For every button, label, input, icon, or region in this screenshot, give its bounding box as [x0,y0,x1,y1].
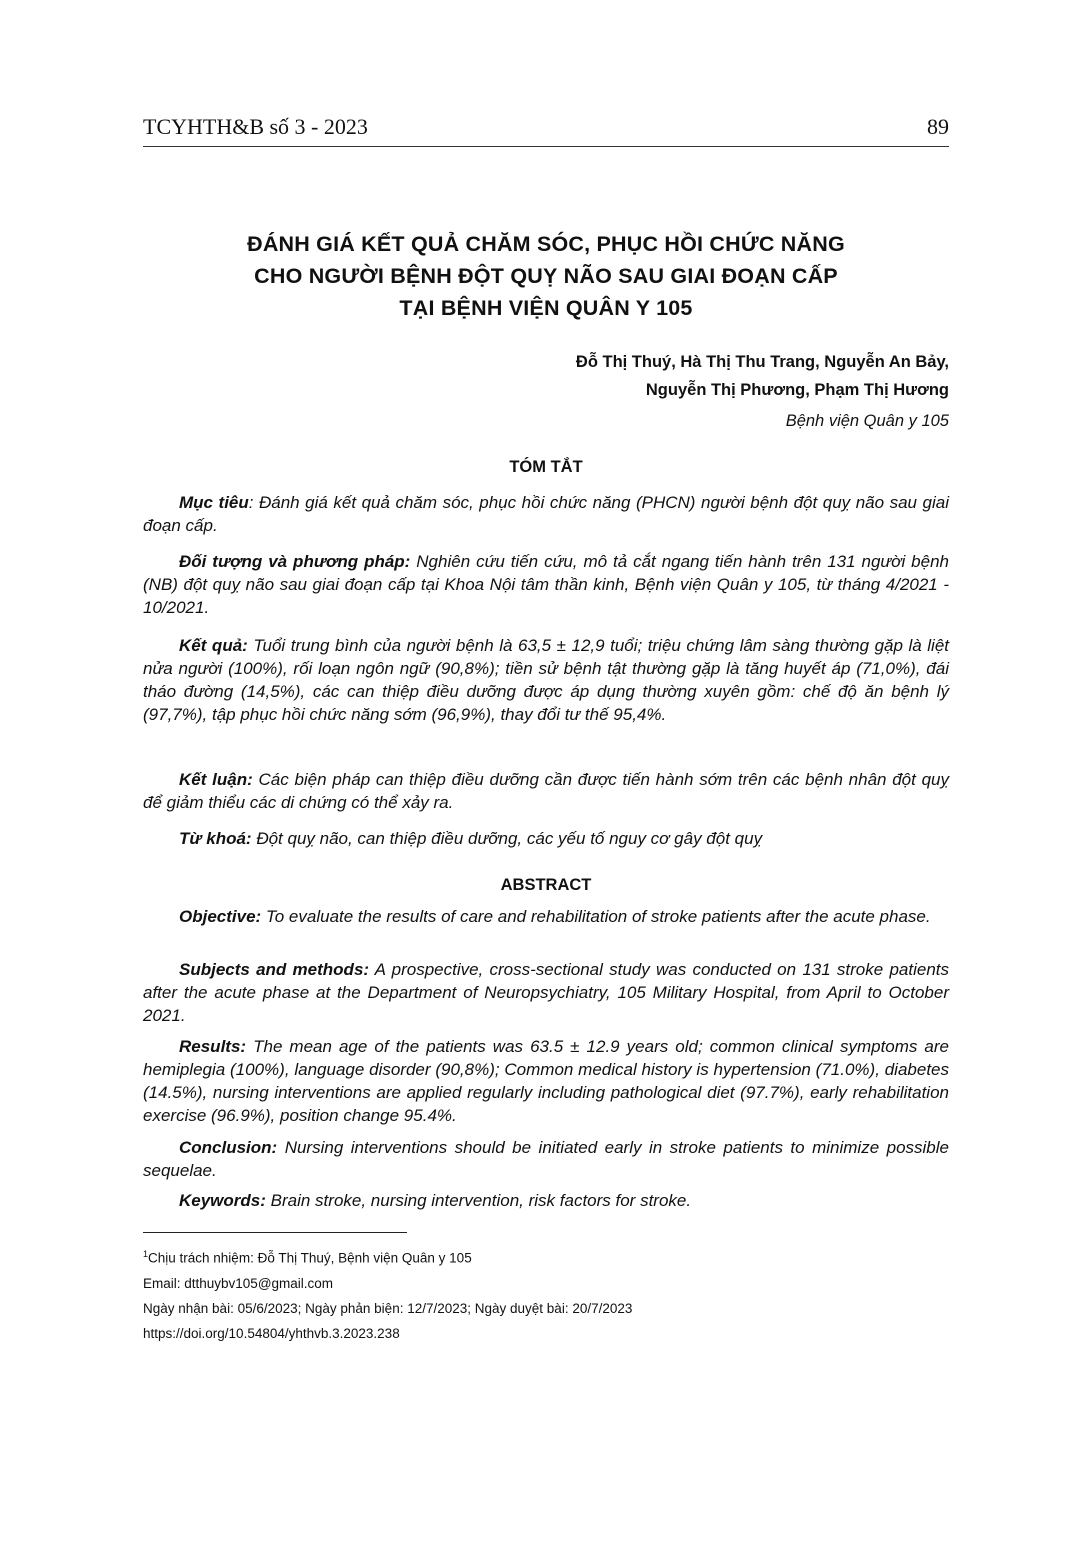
footnote-responsible [143,1242,949,1271]
journal-issue: TCYHTH&B số 3 - 2023 [143,114,368,139]
en-keywords-text: Brain stroke, nursing intervention, risk factors for stroke. [265,1191,692,1210]
author-line: Đỗ Thị Thuý, Hà Thị Thu Trang, Nguyễn An Bảy, [575,353,949,371]
footnote-email: Email: dtthuybv105@gmail.com [143,1275,334,1291]
en-conclusion [143,1136,949,1182]
vi-methods [143,550,949,619]
en-conclusion-label: Conclusion: [179,1138,278,1157]
affiliation: Bệnh viện Quân y 105 [785,412,949,430]
footnotes [143,1242,949,1346]
en-objective [143,905,949,928]
vi-objective-text: : Đánh giá kết quả chăm sóc, phục hồi chức năng (PHCN) người bệnh đột quỵ não sau giai đoạn cấp. [143,493,949,535]
en-methods-label: Subjects and methods: [179,960,370,979]
title-line: CHO NGƯỜI BỆNH ĐỘT QUỴ NÃO SAU GIAI ĐOẠN CẤP [254,264,838,288]
vi-keywords-label: Từ khoá: [179,829,252,848]
en-keywords [143,1189,949,1212]
footnote-marker: 1 [143,1249,149,1259]
en-methods-text: A prospective, cross-sectional study was conducted on 131 stroke patients after the acute phase at the Department of Neuropsychiatry, 105 Military Hospital, from April to October 2021. [143,960,949,1025]
vi-conclusion [143,768,949,814]
vi-conclusion-text: Các biện pháp can thiệp điều dưỡng cần được tiến hành sớm trên các bệnh nhân đột quỵ để giảm thiểu các di chứng có thể xảy ra. [143,770,949,812]
footnote-responsible-text: Chịu trách nhiệm: Đỗ Thị Thuý, Bệnh viện Quân y 105 [148,1250,472,1266]
en-results-text: The mean age of the patients was 63.5 ± 12.9 years old; common clinical symptoms are hemiplegia (100%), language disorder (90,8%); Common medical history is hypertension (71.0%), diabetes (14.5%), nursing interventions are applied regularly including pathological diet (97.7%), early rehabilitation exercise (96.9%), position change 95.4%. [143,1037,949,1125]
footnote-divider [143,1232,407,1233]
article-title [143,228,949,324]
vi-methods-text: Nghiên cứu tiến cứu, mô tả cắt ngang tiến hành trên 131 người bệnh (NB) đột quỵ não sau giai đoạn cấp tại Khoa Nội tâm thần kinh, Bệnh viện Quân y 105, từ tháng 4/2021 - 10/2021. [143,552,949,617]
en-abstract-heading: ABSTRACT [500,876,592,894]
footnote-doi: https://doi.org/10.54804/yhthvb.3.2023.238 [143,1325,400,1341]
vi-keywords [143,827,949,850]
running-header [143,112,949,147]
title-line: ĐÁNH GIÁ KẾT QUẢ CHĂM SÓC, PHỤC HỒI CHỨC NĂNG [247,232,845,256]
vi-objective [143,491,949,537]
en-conclusion-text: Nursing interventions should be initiated early in stroke patients to minimize possible sequelae. [143,1138,949,1180]
vi-results-text: Tuổi trung bình của người bệnh là 63,5 ± 12,9 tuổi; triệu chứng lâm sàng thường gặp là liệt nửa người (100%), rối loạn ngôn ngữ (90,8%); tiền sử bệnh tật thường gặp là tăng huyết áp (71,0%), đái tháo đường (14,5%), các can thiệp điều dưỡng được áp dụng thường xuyên gồm: chế độ ăn bệnh lý (97,7%), tập phục hồi chức năng sớm (96,9%), thay đổi tư thế 95,4%. [143,636,949,724]
en-methods [143,958,949,1027]
en-objective-text: To evaluate the results of care and rehabilitation of stroke patients after the acute phase. [261,907,931,926]
footnote-dates: Ngày nhận bài: 05/6/2023; Ngày phản biện: 12/7/2023; Ngày duyệt bài: 20/7/2023 [143,1300,633,1316]
vi-results-label: Kết quả: [179,636,248,655]
en-keywords-label: Keywords: [179,1191,266,1210]
page-number: 89 [927,114,949,139]
vi-methods-label: Đối tượng và phương pháp: [179,552,411,571]
author-line: Nguyễn Thị Phương, Phạm Thị Hương [645,381,949,399]
en-results-label: Results: [179,1037,247,1056]
title-line: TẠI BỆNH VIỆN QUÂN Y 105 [399,296,693,320]
vi-objective-label: Mục tiêu [179,493,249,512]
vi-abstract-heading: TÓM TẮT [509,458,583,476]
en-results [143,1035,949,1127]
vi-results [143,634,949,726]
author-list [576,348,949,404]
en-objective-label: Objective: [179,907,262,926]
vi-keywords-text: Đột quỵ não, can thiệp điều dưỡng, các yếu tố nguy cơ gây đột quỵ [251,829,763,848]
vi-conclusion-label: Kết luận: [179,770,253,789]
